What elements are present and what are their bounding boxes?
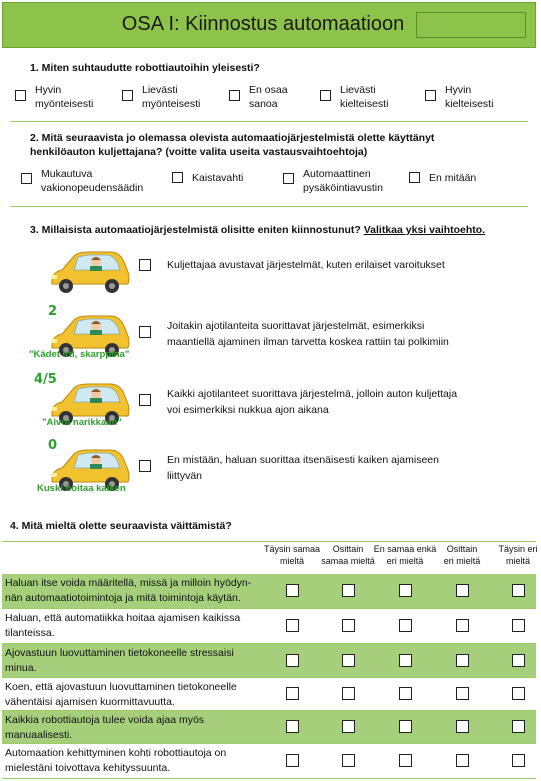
- q1-option-label-line2: kielteisesti: [340, 98, 389, 110]
- q1-option-checkbox[interactable]: [229, 90, 240, 101]
- likert-checkbox[interactable]: [456, 584, 469, 597]
- car-illustration-icon: [48, 248, 132, 294]
- likert-checkbox[interactable]: [399, 584, 412, 597]
- likert-checkbox[interactable]: [342, 654, 355, 667]
- q2-option-label-line2: vakionopeudensäädin: [41, 182, 144, 194]
- q1-option-label: [445, 83, 493, 111]
- statement-text-line2: minua.: [5, 662, 37, 674]
- question-2-title: [30, 131, 434, 159]
- statement-text: [5, 576, 267, 606]
- likert-column-header: [482, 543, 541, 567]
- statement-text-line1: Koen, että ajovastuun luovuttaminen tietokoneelle: [5, 681, 237, 693]
- likert-checkbox[interactable]: [342, 584, 355, 597]
- question-3-title: [30, 223, 485, 237]
- question-2-title-line2: henkilöauton kuljettajana? (voitte valita useita vastausvaihtoehtoja): [30, 146, 368, 158]
- likert-column-header-line1: Osittain: [446, 544, 478, 554]
- q1-option-label-line2: myönteisesti: [35, 98, 94, 110]
- likert-checkbox[interactable]: [286, 687, 299, 700]
- q2-option-label-line1: Kaistavahti: [192, 172, 244, 184]
- likert-checkbox[interactable]: [512, 687, 525, 700]
- q1-option-label-line2: kielteisesti: [445, 98, 494, 110]
- statement-text-line1: Automaation kehittyminen kohti robottiautoja on: [5, 747, 227, 759]
- q2-option-checkbox[interactable]: [283, 173, 294, 184]
- statement-text-line2: mielestäni toivottava kehityssuunta.: [5, 762, 171, 774]
- q1-option-label-line1: Hyvin: [35, 84, 62, 96]
- q2-option-label-line1: Mukautuva: [41, 168, 93, 180]
- q3-option-label-line1: En mistään, haluan suorittaa itsenäisesti kaiken ajamiseen: [167, 454, 439, 466]
- q1-option-label: [340, 83, 388, 111]
- q3-option-label-line1: Joitakin ajotilanteita suorittavat järjestelmät, esimerkiksi: [167, 320, 425, 332]
- likert-checkbox[interactable]: [286, 584, 299, 597]
- likert-checkbox[interactable]: [512, 619, 525, 632]
- q1-option-label: [142, 83, 200, 111]
- statement-row: [2, 678, 536, 710]
- likert-checkbox[interactable]: [456, 754, 469, 767]
- q2-option-label: [192, 171, 243, 185]
- likert-checkbox[interactable]: [512, 584, 525, 597]
- q1-option-label: [249, 83, 288, 111]
- q1-option-checkbox[interactable]: [122, 90, 133, 101]
- statement-row: [2, 609, 536, 643]
- q2-option-label: [303, 167, 383, 195]
- q2-option-checkbox[interactable]: [172, 172, 183, 183]
- likert-checkbox[interactable]: [456, 654, 469, 667]
- q3-option-checkbox[interactable]: [139, 460, 151, 472]
- q3-option-label-line2: maantiellä ajaminen ilman tarvetta koskea rattiin tai polkimiin: [167, 336, 449, 348]
- q3-option-label-line1: Kuljettajaa avustavat järjestelmät, kuten erilaiset varoitukset: [167, 259, 445, 271]
- q1-option-label-line1: En osaa: [249, 84, 288, 96]
- likert-column-header-line2: mieltä: [505, 556, 530, 566]
- automation-level-number: 4/5: [34, 372, 57, 387]
- automation-level-car: [48, 248, 132, 299]
- q1-option-label-line1: Lievästi: [142, 84, 178, 96]
- likert-checkbox[interactable]: [399, 754, 412, 767]
- likert-checkbox[interactable]: [512, 654, 525, 667]
- likert-column-header-line2: eri mieltä: [386, 556, 424, 566]
- likert-checkbox[interactable]: [286, 619, 299, 632]
- statement-text-line1: Ajovastuun luovuttaminen tietokoneelle stressaisi: [5, 647, 234, 659]
- q1-option-label: [35, 83, 93, 111]
- q1-option-label-line1: Lievästi: [340, 84, 376, 96]
- likert-column-header-line2: mieltä: [279, 556, 304, 566]
- statement-row: [2, 644, 536, 677]
- likert-checkbox[interactable]: [399, 619, 412, 632]
- q3-option-label-line2: liittyvän: [167, 470, 203, 482]
- statement-text-line2: vähentäisi ajamisen kuormittavuutta.: [5, 696, 175, 708]
- q3-option-checkbox[interactable]: [139, 326, 151, 338]
- likert-checkbox[interactable]: [342, 754, 355, 767]
- q2-option-label: [41, 167, 143, 195]
- question-4-title: 4. Mitä mieltä olette seuraavista väittämistä?: [10, 520, 232, 532]
- divider: [10, 121, 528, 122]
- statement-text: [5, 680, 267, 710]
- likert-checkbox[interactable]: [399, 654, 412, 667]
- statement-row: [2, 574, 536, 608]
- likert-checkbox[interactable]: [399, 687, 412, 700]
- q1-option-label-line1: Hyvin: [445, 84, 472, 96]
- q2-option-checkbox[interactable]: [409, 172, 420, 183]
- statement-row: [2, 744, 536, 778]
- automation-level-number: 0: [48, 438, 58, 453]
- likert-checkbox[interactable]: [286, 754, 299, 767]
- q1-option-checkbox[interactable]: [15, 90, 26, 101]
- automation-level-tag: "Aivot narikkaan": [42, 417, 122, 428]
- q1-option-checkbox[interactable]: [425, 90, 436, 101]
- likert-checkbox[interactable]: [456, 619, 469, 632]
- automation-level-tag: Kuski hoitaa kaiken: [37, 483, 126, 494]
- q2-option-checkbox[interactable]: [21, 173, 32, 184]
- likert-checkbox[interactable]: [512, 720, 525, 733]
- statement-text: [5, 611, 267, 641]
- q1-option-label-line2: myönteisesti: [142, 98, 201, 110]
- section-header: [2, 2, 536, 48]
- q3-option-label-line1: Kaikki ajotilanteet suorittava järjestelmä, jolloin auton kuljettaja: [167, 388, 458, 400]
- q2-option-label-line1: Automaattinen: [303, 168, 371, 180]
- section-title: OSA I: Kiinnostus automaatioon: [121, 13, 405, 35]
- likert-checkbox[interactable]: [512, 754, 525, 767]
- statement-text-line2: manuaalisesti.: [5, 729, 73, 741]
- likert-column-header-line1: Osittain: [332, 544, 364, 554]
- q3-option-label: [167, 386, 457, 418]
- likert-column-header-line1: En samaa enkä: [373, 544, 437, 554]
- likert-column-header-line1: Täysin samaa: [263, 544, 321, 554]
- statement-text: [5, 713, 267, 743]
- respondent-id-box[interactable]: [416, 12, 526, 38]
- q3-option-label: [167, 318, 449, 350]
- likert-checkbox[interactable]: [286, 720, 299, 733]
- likert-column-header-line1: Täysin eri: [498, 544, 538, 554]
- likert-checkbox[interactable]: [399, 720, 412, 733]
- statement-text-line1: Kaikkia robottiautoja tulee voida ajaa myös: [5, 714, 205, 726]
- q3-option-checkbox[interactable]: [139, 394, 151, 406]
- likert-checkbox[interactable]: [342, 619, 355, 632]
- likert-column-header-line2: eri mieltä: [443, 556, 481, 566]
- automation-level-tag: "Kädet irti, skarppina": [29, 349, 130, 360]
- question-3-instruction: Valitkaa yksi vaihtoehto.: [363, 224, 486, 236]
- likert-checkbox[interactable]: [286, 654, 299, 667]
- q2-option-label: [429, 171, 476, 185]
- table-top-border: [2, 541, 536, 542]
- likert-checkbox[interactable]: [342, 720, 355, 733]
- q1-option-label-line2: sanoa: [249, 98, 278, 110]
- q3-option-label: [167, 452, 439, 484]
- statement-row: [2, 711, 536, 743]
- q3-option-checkbox[interactable]: [139, 259, 151, 271]
- statement-text-line1: Haluan, että automatiikka hoitaa ajamisen kaikissa: [5, 612, 241, 624]
- question-3-title-text: 3. Millaisista automaatiojärjestelmistä olisitte eniten kiinnostunut?: [30, 224, 361, 236]
- statement-text-line2: tilanteissa.: [5, 627, 55, 639]
- q2-option-label-line1: En mitään: [429, 172, 477, 184]
- statement-text-line2: nän automaatiotoimintoja ja mitä toimintoja käytän.: [5, 592, 241, 604]
- statement-text-line1: Haluan itse voida määritellä, missä ja milloin hyödyn-: [5, 577, 252, 589]
- question-1-title: 1. Miten suhtaudutte robottiautoihin yleisesti?: [30, 62, 260, 74]
- row-divider: [2, 778, 536, 779]
- q3-option-label: [167, 257, 445, 273]
- q2-option-label-line2: pysäköintiavustin: [303, 182, 383, 194]
- statement-text: [5, 646, 267, 676]
- automation-level-number: 2: [48, 304, 58, 319]
- divider: [10, 206, 528, 207]
- likert-checkbox[interactable]: [456, 720, 469, 733]
- question-2-title-line1: 2. Mitä seuraavista jo olemassa olevista automaatiojärjestelmistä olette käyttänyt: [30, 132, 435, 144]
- statement-text: [5, 746, 267, 776]
- q3-option-label-line2: voi esimerkiksi nukkua ajon aikana: [167, 404, 329, 416]
- likert-column-header-line2: samaa mieltä: [321, 556, 375, 566]
- likert-checkbox[interactable]: [342, 687, 355, 700]
- likert-checkbox[interactable]: [456, 687, 469, 700]
- q1-option-checkbox[interactable]: [320, 90, 331, 101]
